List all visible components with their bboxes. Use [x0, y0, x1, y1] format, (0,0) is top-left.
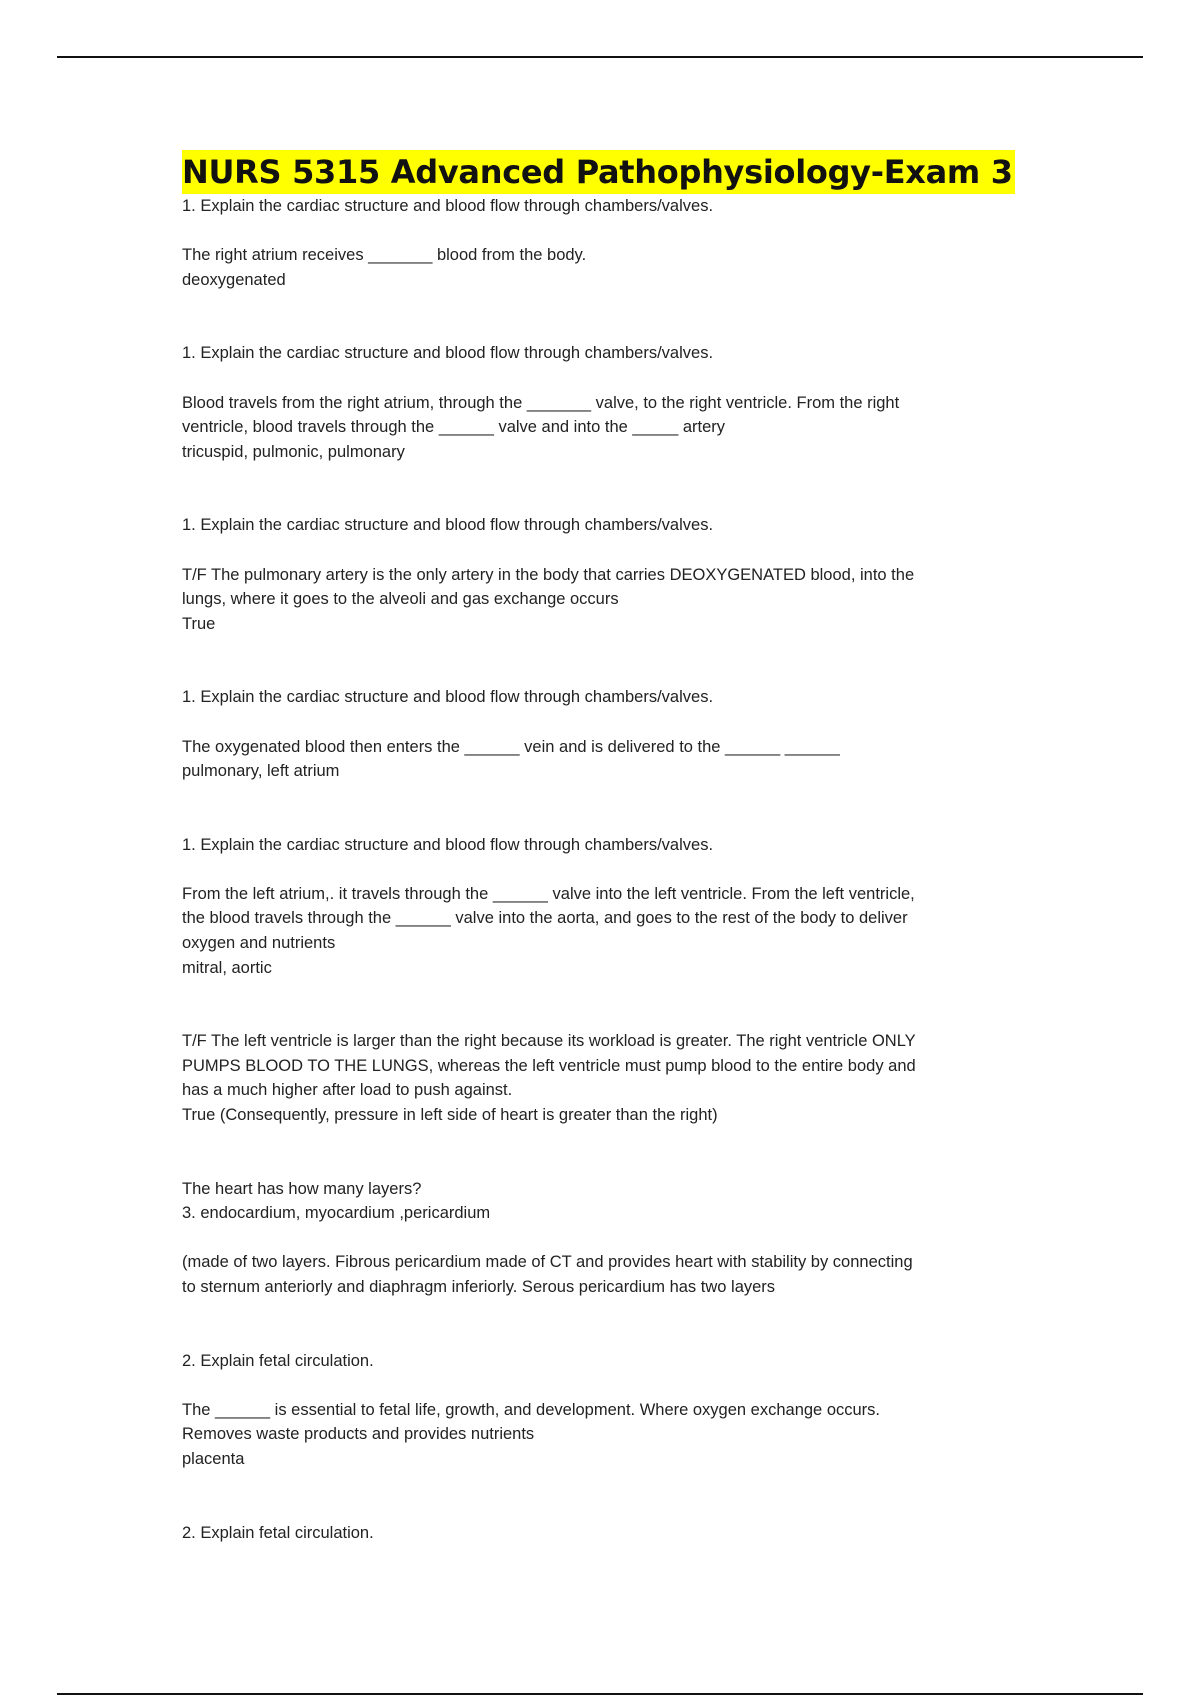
question-text-line: From the left atrium,. it travels through the ______ valve into the left ventricle. From the left ventricle, [182, 884, 915, 903]
spacer [182, 636, 1022, 685]
spacer [182, 710, 1022, 735]
spacer [182, 464, 1022, 513]
question-text-line: lungs, where it goes to the alveoli and gas exchange occurs [182, 590, 619, 609]
answer-text: placenta [182, 1449, 245, 1468]
answer-text: deoxygenated [182, 270, 286, 289]
spacer [182, 1226, 1022, 1251]
spacer [182, 857, 1022, 882]
question-text-line: Blood travels from the right atrium, through the _______ valve, to the right ventricle. From the right [182, 393, 900, 412]
answer-note-line: to sternum anteriorly and diaphragm inferiorly. Serous pericardium has two layers [182, 1278, 776, 1296]
question-text-line: The oxygenated blood then enters the ______ vein and is delivered to the ______ ______ [182, 737, 840, 756]
answer-text: pulmonary, left atrium [182, 762, 340, 781]
answer-note-line: (made of two layers. Fibrous pericardium made of CT and provides heart with stability by connecting [182, 1253, 913, 1272]
question-text-line: T/F The left ventricle is larger than the right because its workload is greater. The right ventricle ONLY [182, 1032, 916, 1051]
spacer [182, 292, 1022, 341]
question-list [182, 194, 1022, 1545]
question-text-line: the blood travels through the ______ valve into the aorta, and goes to the rest of the body to deliver [182, 909, 908, 928]
question-text-line: has a much higher after load to push against. [182, 1081, 513, 1100]
question-prompt: 1. Explain the cardiac structure and blood flow through chambers/valves. [182, 516, 714, 535]
document-title-wrap [182, 150, 1022, 194]
spacer [182, 1472, 1022, 1521]
question-text-line: The heart has how many layers? [182, 1179, 422, 1198]
question-prompt: 1. Explain the cardiac structure and blood flow through chambers/valves. [182, 197, 714, 215]
answer-text: tricuspid, pulmonic, pulmonary [182, 442, 405, 461]
spacer [182, 1128, 1022, 1177]
spacer [182, 538, 1022, 563]
page-bottom-rule [57, 1693, 1143, 1695]
question-prompt: 2. Explain fetal circulation. [182, 1351, 374, 1370]
question-prompt: 2. Explain fetal circulation. [182, 1523, 374, 1542]
document-title: NURS 5315 Advanced Pathophysiology-Exam 3 [182, 150, 1015, 194]
question-prompt: 1. Explain the cardiac structure and blood flow through chambers/valves. [182, 688, 714, 707]
spacer [182, 366, 1022, 391]
spacer [182, 784, 1022, 833]
question-text-line: PUMPS BLOOD TO THE LUNGS, whereas the left ventricle must pump blood to the entire body and [182, 1056, 916, 1075]
spacer [182, 1373, 1022, 1398]
spacer [182, 1300, 1022, 1349]
spacer [182, 219, 1022, 244]
answer-text: 3. endocardium, myocardium ,pericardium [182, 1204, 491, 1223]
question-text-line: oxygen and nutrients [182, 934, 336, 953]
question-text-line: The right atrium receives _______ blood from the body. [182, 246, 587, 265]
answer-text: mitral, aortic [182, 958, 272, 977]
page-top-rule [57, 56, 1143, 58]
spacer [182, 980, 1022, 1029]
question-text-line: The ______ is essential to fetal life, growth, and development. Where oxygen exchange occurs. [182, 1400, 880, 1419]
answer-text: True [182, 614, 216, 633]
question-text-line: Removes waste products and provides nutrients [182, 1425, 535, 1444]
question-text-line: T/F The pulmonary artery is the only artery in the body that carries DEOXYGENATED blood, into the [182, 565, 915, 584]
question-prompt: 1. Explain the cardiac structure and blood flow through chambers/valves. [182, 835, 714, 854]
question-prompt: 1. Explain the cardiac structure and blood flow through chambers/valves. [182, 344, 714, 363]
document-content [182, 150, 1022, 1545]
question-text-line: ventricle, blood travels through the ______ valve and into the _____ artery [182, 418, 726, 437]
answer-text: True (Consequently, pressure in left side of heart is greater than the right) [182, 1106, 718, 1125]
